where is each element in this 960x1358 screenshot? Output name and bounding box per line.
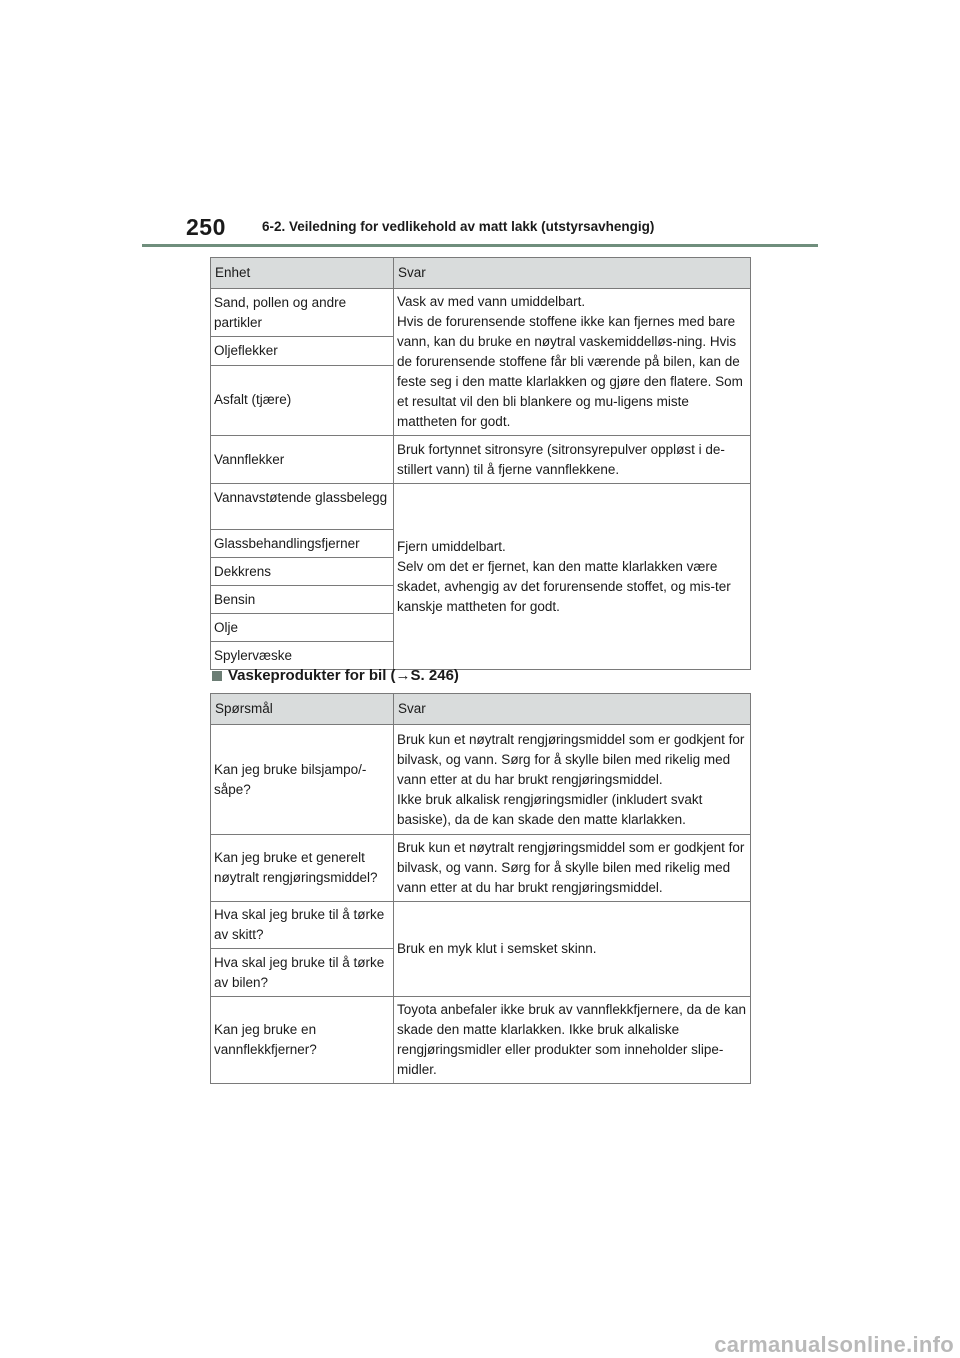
question-cell: Kan jeg bruke bilsjampo/-såpe? xyxy=(211,725,394,835)
column-header: Svar xyxy=(394,258,751,289)
question-cell: Hva skal jeg bruke til å tørke av bilen? xyxy=(211,949,394,997)
item-cell: Bensin xyxy=(211,586,394,614)
item-cell: Spylervæske xyxy=(211,642,394,670)
answer-cell: Bruk kun et nøytralt rengjøringsmiddel som er godkjent for bilvask, og vann. Sørg for å skylle bilen med rikelig med vann etter at du har brukt rengjøringsmiddel. Ikke bruk alkalisk rengjøringsmidler (inkludert svakt basiske), da de kan skade den matte klarlakken. xyxy=(394,725,751,835)
table-row xyxy=(211,436,751,484)
arrow-right-icon: → xyxy=(395,667,411,684)
subheading-text: Vaskeprodukter for bil ( xyxy=(228,667,396,684)
table-row xyxy=(211,902,751,949)
watermark: carmanualsonline.info xyxy=(714,1332,954,1357)
item-cell: Asfalt (tjære) xyxy=(211,365,394,435)
item-cell: Oljeflekker xyxy=(211,337,394,365)
item-cell: Dekkrens xyxy=(211,558,394,586)
item-cell: Sand, pollen og andre partikler xyxy=(211,289,394,337)
washing-products-table xyxy=(210,693,751,1084)
answer-cell: Vask av med vann umiddelbart. Hvis de forurensende stoffene ikke kan fjernes med bare vann, kan du bruke en nøytral vaskemiddelløs-ning. Hvis de forurensende stoffene får bli værende på bilen, kan de feste seg i den matte klarlakken og gjøre den flatere. Som et resultat vil den bli blankere og mu-ligens miste mattheten for godt. xyxy=(394,289,751,436)
answer-cell: Bruk kun et nøytralt rengjøringsmiddel som er godkjent for bilvask, og vann. Sørg for å skylle bilen med rikelig med vann etter at du har brukt rengjøringsmiddel. xyxy=(394,835,751,902)
subheading xyxy=(212,667,459,684)
item-cell: Olje xyxy=(211,614,394,642)
item-cell: Vannflekker xyxy=(211,436,394,484)
table-row xyxy=(211,835,751,902)
answer-cell: Fjern umiddelbart. Selv om det er fjernet, kan den matte klarlakken være skadet, avhengig av det forurensende stoffet, og mis-ter kanskje mattheten for godt. xyxy=(394,484,751,670)
answer-cell: Toyota anbefaler ikke bruk av vannflekkfjernere, da de kan skade den matte klarlakken. Ikke bruk alkaliske rengjøringsmidler eller produkter som inneholder slipe-midler. xyxy=(394,997,751,1084)
page-reference: S. 246) xyxy=(410,667,459,684)
contaminants-table xyxy=(210,257,751,670)
header-rule xyxy=(142,244,818,247)
table-header-row xyxy=(211,694,751,725)
column-header: Svar xyxy=(394,694,751,725)
question-cell: Hva skal jeg bruke til å tørke av skitt? xyxy=(211,902,394,949)
page-number: 250 xyxy=(186,214,226,240)
table-header-row xyxy=(211,258,751,289)
answer-cell: Bruk fortynnet sitronsyre (sitronsyrepulver oppløst i de-stillert vann) til å fjerne vannflekkene. xyxy=(394,436,751,484)
column-header: Enhet xyxy=(211,258,394,289)
question-cell: Kan jeg bruke et generelt nøytralt rengjøringsmiddel? xyxy=(211,835,394,902)
item-cell: Vannavstøtende glassbelegg xyxy=(211,484,394,530)
item-cell: Glassbehandlingsfjerner xyxy=(211,530,394,558)
table-row xyxy=(211,289,751,337)
answer-cell: Bruk en myk klut i semsket skinn. xyxy=(394,902,751,997)
table-row xyxy=(211,484,751,530)
table-row xyxy=(211,725,751,835)
table-row xyxy=(211,997,751,1084)
column-header: Spørsmål xyxy=(211,694,394,725)
question-cell: Kan jeg bruke en vannflekkfjerner? xyxy=(211,997,394,1084)
section-title: 6-2. Veiledning for vedlikehold av matt lakk (utstyrsavhengig) xyxy=(262,219,655,234)
square-bullet-icon xyxy=(212,671,222,681)
